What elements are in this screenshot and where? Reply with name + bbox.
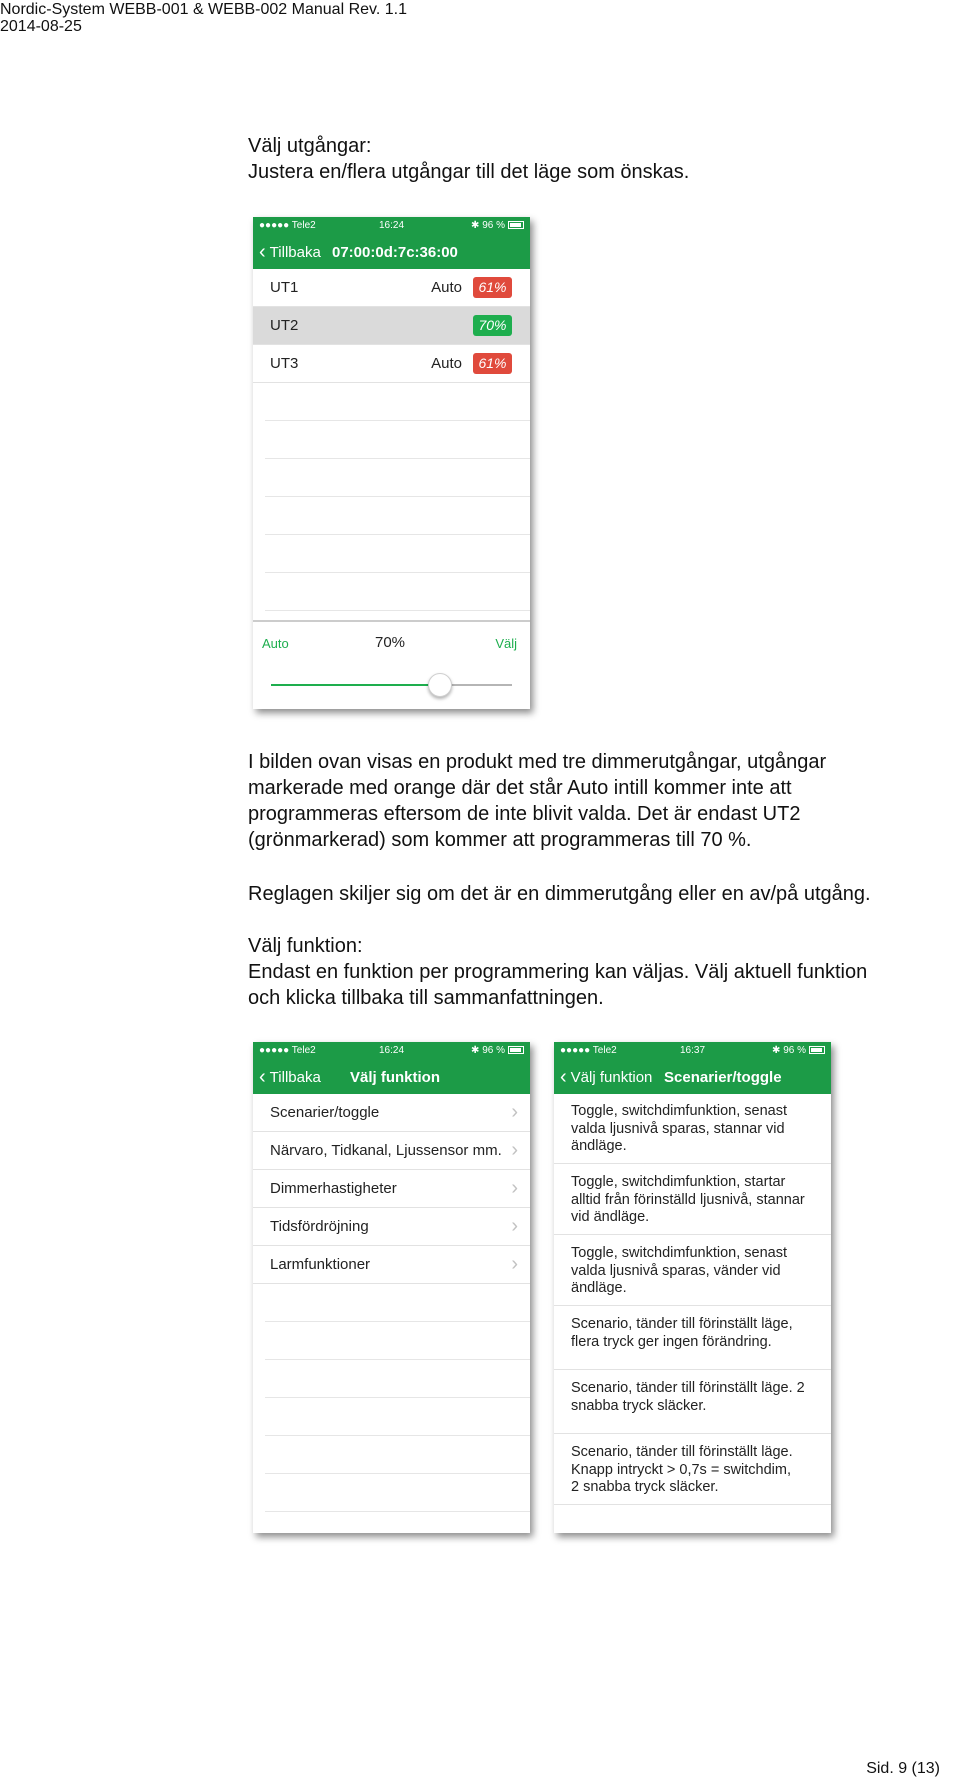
scenario-item-line: valda ljusnivå sparas, vänder vid — [571, 1262, 781, 1279]
output-label: UT3 — [270, 355, 299, 372]
scenario-item-line: Scenario, tänder till förinställt läge, — [571, 1316, 793, 1332]
battery-icon — [809, 1046, 825, 1054]
nav-bar — [253, 1060, 530, 1094]
function-item-label: Scenarier/toggle — [270, 1104, 380, 1121]
output-label: UT2 — [270, 317, 299, 334]
function-item-label: Närvaro, Tidkanal, Ljussensor mm. — [270, 1142, 502, 1159]
battery-label: ✱ 96 % — [471, 220, 505, 231]
description-paragraph — [248, 749, 826, 853]
list-separator — [265, 1397, 530, 1398]
nav-title: Välj funktion — [350, 1069, 440, 1086]
scenario-item-line: snabba tryck släcker. — [571, 1397, 707, 1414]
phone-screenshot-scenario-toggle — [554, 1042, 831, 1533]
chevron-right-icon: › — [511, 1139, 518, 1161]
list-separator — [265, 1473, 530, 1474]
list-separator — [265, 458, 530, 459]
scenario-item-line: vid ändläge. — [571, 1209, 650, 1225]
output-value-badge: 61% — [473, 277, 512, 298]
level-value: 70% — [375, 634, 406, 651]
page-number: Sid. 9 (13) — [866, 1760, 940, 1777]
scenario-item-line: ändläge. — [571, 1280, 627, 1296]
function-item[interactable] — [253, 1208, 530, 1246]
battery-label: ✱ 96 % — [772, 1045, 806, 1056]
function-item-label: Dimmerhastigheter — [270, 1180, 397, 1197]
paragraph-line: Endast en funktion per programmering kan väljas. Välj aktuell funktion — [248, 961, 868, 983]
paragraph-line: markerade med orange där det står Auto intill kommer inte att — [248, 777, 792, 799]
scenario-item-line: 2 snabba tryck släcker. — [571, 1479, 719, 1495]
scenario-item-line: ändläge. — [571, 1138, 627, 1154]
output-label: UT1 — [270, 279, 299, 296]
section-heading-valj-utgangar: Välj utgångar: — [248, 135, 372, 157]
status-bar — [253, 1042, 530, 1060]
back-label: Tillbaka — [269, 244, 321, 261]
phone-screenshot-function-menu — [253, 1042, 530, 1533]
scenario-item-line: Toggle, switchdimfunktion, senast — [571, 1245, 787, 1261]
document-header-title: Nordic-System WEBB-001 & WEBB-002 Manual Rev. 1.1 — [0, 1, 407, 18]
status-time: 16:24 — [378, 220, 405, 231]
scenario-item-label — [571, 1316, 821, 1351]
carrier-label: ●●●●● Tele2 — [259, 220, 316, 231]
output-value-badge: 61% — [473, 353, 512, 374]
chevron-right-icon: › — [511, 1215, 518, 1237]
scenario-item-line: alltid från förinställd ljusnivå, stannar — [571, 1191, 805, 1208]
paragraph-line: I bilden ovan visas en produkt med tre dimmerutgångar, utgångar — [248, 751, 827, 773]
battery-label: ✱ 96 % — [471, 1045, 505, 1056]
scenario-item[interactable] — [554, 1371, 831, 1434]
output-row[interactable] — [253, 269, 530, 307]
scenario-item[interactable] — [554, 1165, 831, 1235]
scenario-item[interactable] — [554, 1435, 831, 1505]
auto-button[interactable]: Auto — [262, 636, 289, 651]
scenario-item-label — [571, 1444, 821, 1497]
function-item[interactable] — [253, 1170, 530, 1208]
function-item[interactable] — [253, 1246, 530, 1284]
nav-title: Scenarier/toggle — [664, 1069, 782, 1086]
scenario-item-line: Scenario, tänder till förinställt läge. — [571, 1444, 793, 1460]
list-separator — [265, 534, 530, 535]
back-label: Välj funktion — [570, 1069, 653, 1086]
list-separator — [265, 572, 530, 573]
level-slider[interactable] — [271, 684, 512, 686]
carrier-label: ●●●●● Tele2 — [560, 1045, 617, 1056]
chevron-left-icon: ‹ — [560, 1066, 567, 1088]
scenario-item-line: Toggle, switchdimfunktion, senast — [571, 1103, 787, 1119]
chevron-right-icon: › — [511, 1101, 518, 1123]
battery-icon — [508, 1046, 524, 1054]
phone-screenshot-outputs — [253, 217, 530, 709]
level-control-bar — [253, 620, 530, 709]
list-separator — [265, 1511, 530, 1512]
back-button[interactable] — [560, 1068, 652, 1086]
section-heading-valj-funktion: Välj funktion: — [248, 935, 363, 957]
valj-button[interactable]: Välj — [495, 636, 517, 651]
scenario-item-line: flera tryck ger ingen förändring. — [571, 1333, 772, 1350]
chevron-left-icon: ‹ — [259, 241, 266, 263]
paragraph-line: programmeras eftersom de inte blivit valda. Det är endast UT2 — [248, 803, 801, 825]
scenario-item-label — [571, 1174, 821, 1227]
battery-indicator — [471, 1045, 524, 1056]
battery-indicator — [471, 220, 524, 231]
scenario-item[interactable] — [554, 1236, 831, 1306]
output-mode: Auto — [431, 355, 462, 372]
output-mode: Auto — [431, 279, 462, 296]
function-item-label: Larmfunktioner — [270, 1256, 371, 1273]
status-bar — [253, 217, 530, 235]
list-separator — [265, 1435, 530, 1436]
function-item[interactable] — [253, 1132, 530, 1170]
paragraph-line: och klicka tillbaka till sammanfattningen. — [248, 987, 604, 1009]
scenario-item-label — [571, 1103, 821, 1156]
output-row[interactable] — [253, 307, 530, 345]
status-bar — [554, 1042, 831, 1060]
nav-bar — [253, 235, 530, 269]
status-time: 16:37 — [679, 1045, 706, 1056]
paragraph-line: (grönmarkerad) som kommer att programmeras till 70 %. — [248, 829, 752, 851]
list-separator — [265, 610, 530, 611]
scenario-item[interactable] — [554, 1307, 831, 1370]
back-label: Tillbaka — [269, 1069, 321, 1086]
scenario-item[interactable] — [554, 1094, 831, 1164]
function-item[interactable] — [253, 1094, 530, 1132]
output-value-badge: 70% — [473, 315, 512, 336]
list-separator — [265, 420, 530, 421]
scenario-item-line: Scenario, tänder till förinställt läge. 2 — [571, 1380, 805, 1396]
slider-note: Reglagen skiljer sig om det är en dimmerutgång eller en av/på utgång. — [248, 883, 871, 905]
slider-knob[interactable] — [428, 673, 452, 697]
chevron-right-icon: › — [511, 1253, 518, 1275]
battery-indicator — [772, 1045, 825, 1056]
document-header-date: 2014-08-25 — [0, 18, 82, 35]
status-time: 16:24 — [378, 1045, 405, 1056]
nav-bar — [554, 1060, 831, 1094]
function-item-label: Tidsfördröjning — [270, 1218, 369, 1235]
chevron-left-icon: ‹ — [259, 1066, 266, 1088]
battery-icon — [508, 221, 524, 229]
nav-title: 07:00:0d:7c:36:00 — [332, 244, 458, 261]
scenario-item-line: Toggle, switchdimfunktion, startar — [571, 1174, 786, 1190]
scenario-item-line: Knapp intryckt > 0,7s = switchdim, — [571, 1461, 792, 1478]
scenario-item-label — [571, 1380, 821, 1415]
list-separator — [265, 1321, 530, 1322]
list-separator — [265, 496, 530, 497]
scenario-item-line: valda ljusnivå sparas, stannar vid — [571, 1120, 785, 1137]
back-button[interactable] — [259, 1068, 321, 1086]
back-button[interactable] — [259, 243, 321, 261]
chevron-right-icon: › — [511, 1177, 518, 1199]
section-text-valj-funktion — [248, 959, 867, 1011]
slider-fill — [271, 684, 440, 686]
list-separator — [265, 1359, 530, 1360]
output-row[interactable] — [253, 345, 530, 383]
scenario-item-label — [571, 1245, 821, 1298]
section-text-valj-utgangar: Justera en/flera utgångar till det läge som önskas. — [248, 161, 690, 183]
carrier-label: ●●●●● Tele2 — [259, 1045, 316, 1056]
